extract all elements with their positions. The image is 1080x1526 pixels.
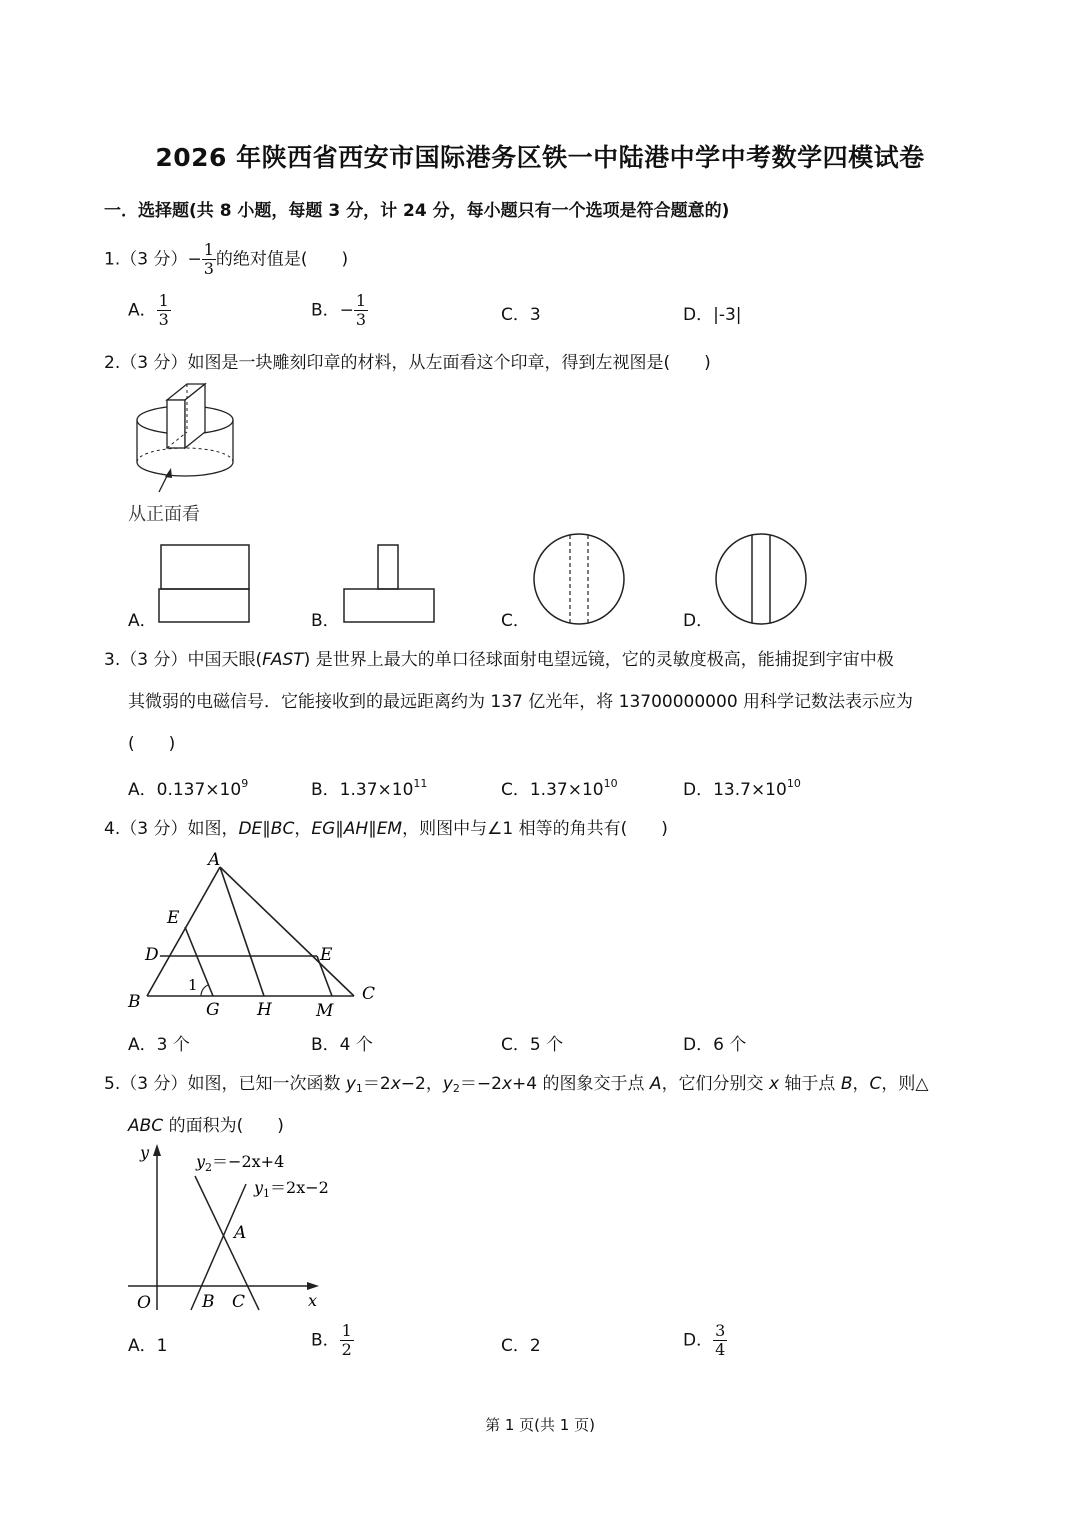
q5-label-x: x: [308, 1291, 318, 1310]
q5-t2: ＝2: [362, 1074, 391, 1094]
q3-c-exp: 10: [603, 777, 618, 790]
question-5-line-1: [104, 1072, 928, 1101]
q5-abc: ABC: [128, 1116, 164, 1136]
q5-y2: y: [442, 1074, 453, 1094]
q4-label-a: A: [208, 850, 221, 870]
q1-option-d: D．|-3|: [683, 305, 742, 325]
q4-text: ，则图中与∠1 相等的角共有( ): [402, 819, 668, 839]
q2-option-a: A．: [128, 611, 157, 631]
exam-title: 2026 年陕西省西安市国际港务区铁一中陆港中学中考数学四模试卷: [155, 143, 925, 172]
q1-a-fraction: [157, 292, 171, 329]
q4-eg: EG: [311, 819, 336, 839]
q4-parallel-3: ∥: [368, 819, 377, 839]
q5-t9: ，则△: [881, 1074, 929, 1094]
q4-side-ab: [147, 867, 220, 996]
q5-pc: C: [869, 1074, 882, 1094]
q2-option-b: B．: [311, 611, 340, 631]
q4-number: 4.（3 分）如图，: [104, 819, 239, 839]
q5-d-num: 3: [715, 1321, 726, 1340]
q2-figure-caption: 从正面看: [128, 504, 200, 525]
q5-t7: 轴于点: [779, 1074, 841, 1094]
q5-d-den: 4: [715, 1340, 726, 1359]
q5-option-c: C．2: [501, 1336, 541, 1356]
q5-b-den: 2: [341, 1340, 352, 1359]
q5-equation-y1: $y_1=2x-2$: [254, 1178, 329, 1200]
q3-c-text: C．1.37×10: [501, 780, 604, 800]
q1-b-minus: −: [339, 300, 354, 321]
q1-a-label: A．: [128, 300, 157, 321]
q4-option-c: C．5 个: [501, 1035, 564, 1055]
q2-option-d-figure: [713, 531, 809, 627]
q5-label-b: B: [202, 1292, 215, 1312]
q4-label-m: M: [316, 1001, 334, 1021]
q1-b-label: B．: [311, 300, 340, 321]
question-3-line-1: [104, 648, 894, 672]
q5-label-c: C: [232, 1292, 246, 1312]
q5-label-a: A: [234, 1223, 247, 1243]
q2-option-b-figure: [341, 543, 437, 625]
q5-y1-sub: 1: [355, 1082, 363, 1095]
q4-label-g: G: [206, 1000, 220, 1020]
q5-equation-y2: $y_2=-2x+4$: [196, 1152, 285, 1174]
q5-d-fraction: [713, 1322, 727, 1359]
q4-angle-1-arc: [201, 985, 208, 996]
q5-y2-sub: 2: [452, 1082, 460, 1095]
q4-side-ac: [220, 867, 354, 996]
q1-frac-den: 3: [203, 259, 214, 278]
q2-option-d: D．: [683, 611, 714, 631]
q4-option-d: D．6 个: [683, 1035, 747, 1055]
q5-y1: y: [345, 1074, 356, 1094]
q3-text-a: 3.（3 分）中国天眼(: [104, 650, 263, 670]
q5-x3: x: [768, 1074, 780, 1094]
q4-label-e-left: E: [167, 908, 180, 928]
q4-label-h: H: [257, 1000, 272, 1020]
q5-option-b: [311, 1322, 354, 1359]
q5-b-fraction: [340, 1322, 354, 1359]
q1-option-b: [311, 292, 368, 329]
q5-t4: ＝−2: [459, 1074, 502, 1094]
q5-t6: ，它们分别交: [661, 1074, 769, 1094]
q4-label-b: B: [128, 992, 141, 1012]
q3-d-exp: 10: [786, 777, 801, 790]
q3-option-d: [683, 775, 801, 800]
q5-t1: 5.（3 分）如图，已知一次函数: [104, 1074, 346, 1094]
q4-parallel-2: ∥: [335, 819, 344, 839]
q1-minus: −: [187, 249, 202, 270]
q5-graph-figure: [120, 1138, 360, 1318]
q1-number: 1.（3 分）: [104, 249, 188, 270]
q5-label-o: O: [137, 1293, 151, 1313]
q5-d-label: D．: [683, 1330, 714, 1351]
q1-a-den: 3: [158, 310, 169, 329]
q2-option-c: C．: [501, 611, 530, 631]
question-3-line-2: 其微弱的电磁信号．它能接收到的最远距离约为 137 亿光年，将 13700000000 用科学记数法表示应为: [128, 692, 914, 712]
q3-a-exp: 9: [241, 777, 249, 790]
q1-option-a: [128, 292, 171, 329]
q5-option-a: A．1: [128, 1336, 168, 1356]
q3-option-a: [128, 775, 248, 800]
q4-label-c: C: [362, 984, 376, 1004]
section-title: 一．选择题(共 8 小题，每题 3 分，计 24 分，每小题只有一个选项是符合题意的): [104, 201, 730, 221]
q5-x-axis-arrow: [307, 1282, 319, 1290]
question-5-line-2: [128, 1114, 284, 1138]
q5-x1: x: [390, 1074, 401, 1094]
q5-b-num: 1: [341, 1321, 352, 1340]
question-2: 2.（3 分）如图是一块雕刻印章的材料，从左面看这个印章，得到左视图是( ): [104, 353, 711, 373]
q4-parallel-1: ∥: [262, 819, 271, 839]
q5-option-d: [683, 1322, 727, 1359]
q2-option-c-figure: [531, 531, 627, 627]
q5-t5: +4 的图象交于点: [512, 1074, 650, 1094]
q5-t8: ，: [852, 1074, 870, 1094]
q4-em: EM: [376, 819, 403, 839]
q1-a-num: 1: [158, 291, 169, 310]
q3-b-text: B．1.37×10: [311, 780, 414, 800]
q1-b-den: 3: [355, 310, 367, 329]
page-footer: 第 1 页(共 1 页): [485, 1416, 595, 1434]
q1-b-num: 1: [355, 291, 367, 310]
q5-x2: x: [501, 1074, 513, 1094]
q4-option-b: B．4 个: [311, 1035, 373, 1055]
q4-de: DE: [238, 819, 263, 839]
q4-label-1: 1: [188, 976, 198, 994]
q4-line-ah: [220, 867, 264, 996]
q1-option-c: C．3: [501, 305, 541, 325]
q3-option-c: [501, 775, 618, 800]
q1-frac-num: 1: [203, 240, 214, 259]
q4-label-d: D: [145, 945, 159, 965]
q3-text-b: ) 是世界上最大的单口径球面射电望远镜，它的灵敏度极高，能捕捉到宇宙中极: [303, 650, 894, 670]
question-4: [104, 817, 668, 841]
q4-label-e-right: E: [320, 945, 333, 965]
q3-b-exp: 11: [413, 777, 428, 790]
q1-fraction: [202, 241, 216, 278]
q3-fast: FAST: [262, 650, 304, 670]
q5-line-y2: [195, 1176, 259, 1310]
q4-ah: AH: [343, 819, 369, 839]
q1-text: 的绝对值是( ): [215, 249, 349, 270]
q5-label-y: y: [140, 1143, 150, 1162]
q5-t10: 的面积为( ): [163, 1116, 284, 1136]
q4-sep: ，: [294, 819, 312, 839]
q5-pa: A: [649, 1074, 662, 1094]
q4-option-a: A．3 个: [128, 1035, 190, 1055]
q3-d-text: D．13.7×10: [683, 780, 787, 800]
q5-t3: −2，: [400, 1074, 443, 1094]
q5-y-axis-arrow: [153, 1144, 161, 1156]
q3-a-text: A．0.137×10: [128, 780, 242, 800]
q3-option-b: [311, 775, 427, 800]
q4-triangle-figure: [120, 845, 390, 1025]
q4-bc: BC: [270, 819, 295, 839]
q5-pb: B: [840, 1074, 853, 1094]
q1-b-fraction: [354, 292, 368, 329]
q5-b-label: B．: [311, 1330, 340, 1351]
q2-option-a-figure: [158, 543, 252, 625]
question-1: [104, 241, 348, 278]
question-3-line-3: ( ): [128, 734, 176, 754]
